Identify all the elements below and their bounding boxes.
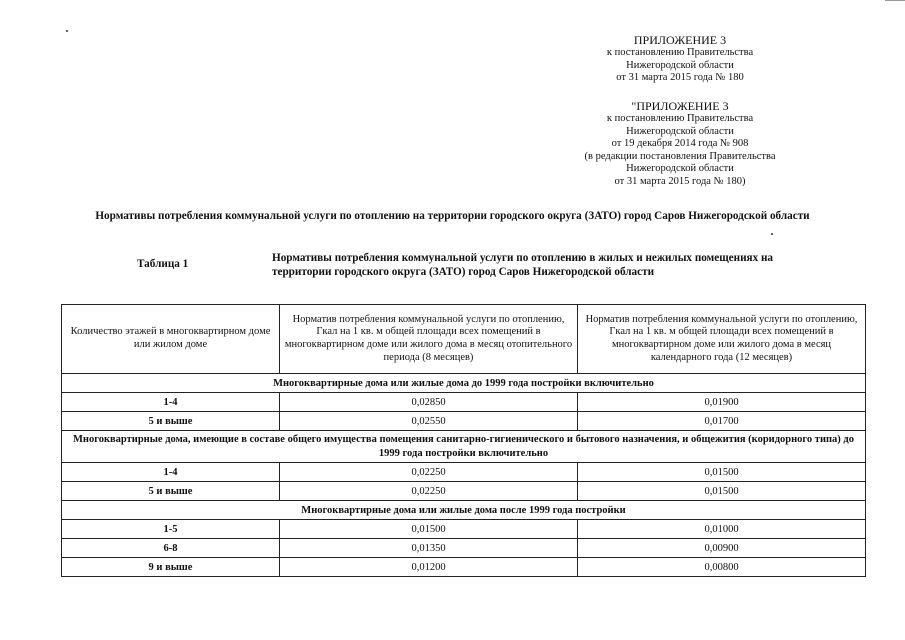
table-row bbox=[62, 520, 866, 539]
appendix-line: к постановлению Правительства bbox=[606, 113, 754, 124]
appendix-line: Нижегородской области bbox=[626, 59, 734, 71]
appendix-title: "ПРИЛОЖЕНИЕ 3 bbox=[631, 99, 729, 113]
appendix-block-original bbox=[560, 99, 800, 189]
calendar-year-cell: 0,01500 bbox=[578, 463, 866, 482]
table-title: Нормативы потребления коммунальной услуги по отоплению в жилых и нежилых помещениях на территории городского округа (ЗАТО) город Саров Нижегородской области bbox=[272, 252, 774, 278]
heating-period-cell: 0,02550 bbox=[280, 412, 578, 431]
section-title: Многоквартирные дома или жилые дома после 1999 года постройки bbox=[62, 501, 866, 520]
floors-cell: 5 и выше bbox=[62, 412, 280, 431]
document-title: Нормативы потребления коммунальной услуги по отоплению на территории городского округа (ЗАТО) город Саров Нижегородской области bbox=[95, 210, 810, 222]
appendix-line: (в редакции постановления Правительства bbox=[584, 150, 776, 162]
appendix-line: от 19 декабря 2014 года № 908 bbox=[611, 138, 749, 150]
calendar-year-cell: 0,00900 bbox=[578, 539, 866, 558]
table-row bbox=[62, 539, 866, 558]
floors-cell: 1-4 bbox=[62, 393, 280, 412]
section-row bbox=[62, 431, 866, 463]
appendix-line: Нижегородской области bbox=[626, 163, 734, 175]
heating-period-cell: 0,01350 bbox=[280, 539, 578, 558]
appendix-line: к постановлению Правительства bbox=[606, 47, 754, 58]
table-row bbox=[62, 393, 866, 412]
table-label: Таблица 1 bbox=[137, 258, 189, 270]
calendar-year-cell: 0,01000 bbox=[578, 520, 866, 539]
appendix-title: ПРИЛОЖЕНИЕ 3 bbox=[633, 33, 727, 47]
calendar-year-cell: 0,01700 bbox=[578, 412, 866, 431]
appendix-line: Нижегородской области bbox=[626, 125, 734, 137]
appendix-block-current bbox=[560, 33, 800, 85]
table-header-row bbox=[62, 305, 866, 374]
appendix-line: от 31 марта 2015 года № 180) bbox=[614, 175, 746, 187]
header-heating-period: Норматив потребления коммунальной услуги по отоплению, Гкал на 1 кв. м общей площади всех помещений в многоквартирном доме или жилого дома в месяц отопительного периода (8 месяцев) bbox=[280, 305, 578, 374]
floors-cell: 9 и выше bbox=[62, 558, 280, 577]
floors-cell: 1-4 bbox=[62, 463, 280, 482]
section-title: Многоквартирные дома, имеющие в составе общего имущества помещения санитарно-гигиенического и бытового назначения, и общежития (коридорного типа) до 1999 года постройки включительно bbox=[62, 431, 866, 463]
section-row bbox=[62, 374, 866, 393]
section-row bbox=[62, 501, 866, 520]
scan-edge-line bbox=[885, 0, 905, 1]
norms-table bbox=[61, 304, 866, 577]
table-row bbox=[62, 558, 866, 577]
heating-period-cell: 0,01500 bbox=[280, 520, 578, 539]
heating-period-cell: 0,02850 bbox=[280, 393, 578, 412]
heating-period-cell: 0,02250 bbox=[280, 463, 578, 482]
header-floors: Количество этажей в многоквартирном доме или жилом доме bbox=[62, 305, 280, 374]
appendix-line: от 31 марта 2015 года № 180 bbox=[616, 72, 744, 84]
table-row bbox=[62, 412, 866, 431]
heating-period-cell: 0,01200 bbox=[280, 558, 578, 577]
table-row bbox=[62, 482, 866, 501]
floors-cell: 6-8 bbox=[62, 539, 280, 558]
calendar-year-cell: 0,00800 bbox=[578, 558, 866, 577]
floors-cell: 1-5 bbox=[62, 520, 280, 539]
table-row bbox=[62, 463, 866, 482]
header-calendar-year: Норматив потребления коммунальной услуги по отоплению, Гкал на 1 кв. м общей площади всех помещений в многоквартирном доме или жилого дома в месяц календарного года (12 месяцев) bbox=[578, 305, 866, 374]
section-title: Многоквартирные дома или жилые дома до 1999 года постройки включительно bbox=[62, 374, 866, 393]
calendar-year-cell: 0,01900 bbox=[578, 393, 866, 412]
scan-speck bbox=[66, 30, 68, 32]
calendar-year-cell: 0,01500 bbox=[578, 482, 866, 501]
scan-speck bbox=[771, 233, 773, 235]
floors-cell: 5 и выше bbox=[62, 482, 280, 501]
heating-period-cell: 0,02250 bbox=[280, 482, 578, 501]
